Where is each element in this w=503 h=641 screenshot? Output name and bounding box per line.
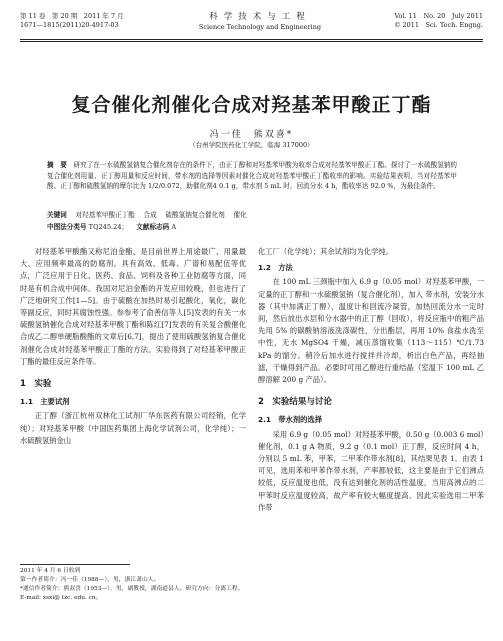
issn-line: 1671—1815(2011)20-4917-03 (20, 21, 119, 29)
doc-code-label: 文献标志码 (136, 223, 170, 231)
paper-affiliation: （台州学院医药化工学院，临海 317000） (189, 141, 314, 149)
header-rule-thick (20, 39, 483, 40)
volume-line: Vol. 11 No. 20 July 2011 (394, 12, 483, 20)
clc-code: TQ245.24； (88, 223, 129, 231)
abstract-label: 摘 要 (47, 161, 67, 169)
subsection-heading-water-agent: 2.1 带水剂的选择 (258, 415, 323, 425)
abstract-text: 研究了在一水硫酸氢钠复合催化剂存在的条件下，由正丁醇和对羟基苯甲酸为收率合成对羟基苯甲酸正丁酯。探讨了一水硫酸氢钠的复合催化剂用量、正丁醇用量和反应时间，带水剂的选择等因素对催化合成对羟基苯甲酸正丁酯收率的影响。实验结果表明，当对羟基苯甲酸、正丁醇和硫酸氢钠的摩尔比为 1/2/0.072，助催化剂4 0.1 g，带水剂 5 mL 时，回流分水 4 h，酯收率达 92.0 %，为最佳条件。 (47, 161, 458, 191)
header-left (20, 12, 124, 30)
abstract (47, 160, 457, 192)
header-rule-thin (20, 41, 483, 42)
clc-label: 中图法分类号 (47, 223, 87, 231)
running-header (20, 12, 483, 42)
issue-line: 第 11 卷 第 20 期 2011 年 7 月 (20, 12, 124, 20)
doc-code: A (171, 223, 177, 231)
body-right-column (258, 246, 484, 514)
keyword-item: 催化 (233, 211, 247, 219)
reagents-paragraph: 正丁醇（浙江杭州双林化工试剂厂华东医药有限公司经销，化学纯）；对羟基苯甲酸（中国医药集团上海化学试剂公司，化学纯）；一水硫酸氢钠金山 (20, 411, 246, 445)
subsection-heading-method: 1.2 方法 (258, 263, 293, 273)
first-author-note: 第一作者简介：冯一佳（1988—），男，浙江萧山人。 (20, 577, 160, 583)
subsection-heading-reagents: 1.1 主要试剂 (20, 397, 70, 407)
intro-paragraph: 对羟基苯甲酸酯又称尼泊金酯，是目前世界上用途最广、用量最大、应用频率最高的防腐剂。具有高效、低毒、广谱和易配伍等优点，广泛应用于日化、医药、食品、饲料及各种工业防腐等方面，同时是有机合成中间体。我国对尼泊金酯的开发应用较晚，但也进行了广泛地研究工作[1—5]。由于硫酸在加热时易引起酸化，氧化，碳化等副反应，同时其腐蚀性强。参参考了俞善信等人[5]发表的有关一水硫酸氢钠催化合成对羟基苯甲酸丁酯和陈红[7]发表的有关复合酸催化合成乙二醇单硬脂酸酯的文章后[6,7]，提出了使用硫酸氢钠复合催化剂催化合成对羟基苯甲酸正丁酯的方法。实验得到了对羟基苯甲酸正丁酯的最佳反应条件等。 (20, 247, 246, 366)
classification (47, 221, 457, 231)
paper-authors: 冯一佳 熊双喜* (209, 130, 294, 140)
section-heading-experiment: 1 实验 (20, 379, 52, 390)
paper-title: 复合催化剂催化合成对羟基苯甲酸正丁酯 (71, 94, 432, 116)
keywords-label: 关键词 (47, 211, 67, 219)
water-agent-paragraph: 采用 6.9 g（0.05 mol）对羟基苯甲酸，0.50 g（0.003 6 mol）催化剂，0.1 g A 物质，9.2 g（0.1 mol）正丁醇，反应时间 4 h，分别以 5 mL 苯，甲苯，二甲苯作带水剂[8]，其结果见表 1。由表 1 可见，选用苯和甲苯作带水剂，产率都较低，这主要是由于它们沸点较低，反应温度也低，没有达到催化剂的活性温度，当用高沸点的二甲苯时反应温度较高，故产率有较大幅度提高。因此实验选用二甲苯作带 (258, 429, 484, 512)
copyright-line: © 2011 Sci. Tech. Engng. (393, 21, 483, 29)
keywords (47, 210, 457, 220)
header-journal (175, 12, 345, 32)
section-heading-results: 2 实验结果与讨论 (258, 397, 332, 408)
received-date: 2011 年 4 月 6 日收到 (20, 568, 81, 574)
corresponding-author-note: *通信作者简介：熊双喜（1953—），男，副教授，湖南道县人。研究方向：分离工程。E-mail: xsxi@ tzc. edu. cn。 (20, 586, 244, 601)
keyword-item: 硫酸氢钠复合催化剂 (165, 211, 225, 219)
journal-name-en: Science Technology and Engineering (198, 23, 322, 31)
journal-name-cn: 科学技术与工程 (209, 12, 311, 22)
footnote-rule (20, 564, 130, 565)
keyword-item: 对羟基苯甲酸正丁酯 (75, 211, 135, 219)
header-right (394, 12, 483, 30)
reagents-continued: 化工厂（化学纯）；其余试剂均为化学纯。 (258, 247, 393, 256)
body-left-column (20, 246, 246, 447)
method-paragraph: 在 100 mL 三颈瓶中加入 6.9 g（0.05 mol）对羟基苯甲酸，一定量的正丁醇和一水硫酸氢钠（复合催化剂），加入 带水剂，安装分水器（其中加满正丁醇），温度计和回流冷凝管，加热回流分水一定时间，然后放出水层和分水器中的正丁醇（回收），将反应瓶中的粗产品先用 5% 的碳酸钠溶液洗涤碳性，分出酯层，再用 10% 食盐水洗至中性，无水 MgSO4 干燥，减压蒸馏收集（113～115）℃/1.73 kPa 的馏分。稍冷后加水进行搅拌并冷却，析出白色产品，再经抽滤，干燥得到产品。必要时可用乙醇进行重结晶（室温下 100 mL 乙醇溶解 200 g 产品）。 (258, 277, 484, 385)
keyword-item: 合成 (143, 211, 157, 219)
footnotes (20, 567, 246, 603)
